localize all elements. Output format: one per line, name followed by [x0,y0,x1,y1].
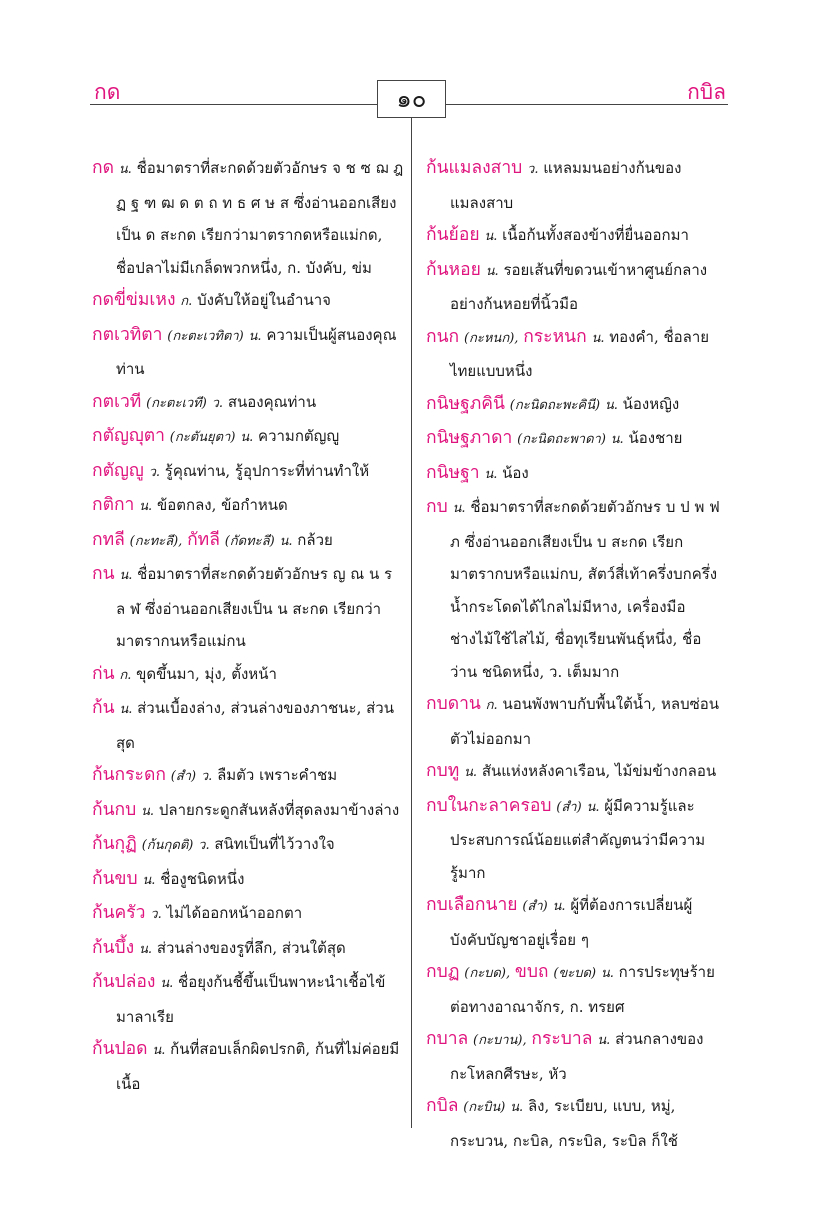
definition: ส่วนเบื้องล่าง, ส่วนล่างของภาชนะ, ส่วนสุด [116,699,394,752]
part-of-speech: น. [119,702,133,717]
part-of-speech: น. [484,466,498,482]
pronunciation: (กะบาน), [473,1033,527,1048]
part-of-speech: น. [485,263,499,279]
dictionary-entry [426,790,726,890]
dictionary-entry [426,254,726,321]
dictionary-entry [92,897,404,932]
right-column [426,152,726,1157]
dictionary-entry [92,489,404,524]
dictionary-entry [92,692,404,759]
dictionary-entry [92,319,404,386]
dictionary-entry [92,932,404,967]
part-of-speech: ว. [200,769,213,784]
part-of-speech: น. [484,229,498,244]
headword: ก้นปอด [92,1039,148,1059]
part-of-speech: ว. [527,162,539,177]
dictionary-entry [426,688,726,755]
headword: กบดาน [426,694,481,714]
part-of-speech: น. [139,941,153,957]
part-of-speech: น. [586,799,600,815]
definition: สันแห่งหลังคาเรือน, ไม้ข่มข้างกลอน [481,762,717,780]
definition: การประทุษร้ายต่อทางอาณาจักร, ก. ทรยศ [450,963,715,1016]
headword: กด [92,158,114,178]
header-rule-right [444,104,728,105]
part-of-speech: น. [119,568,133,583]
definition: ทองคำ, ชื่อลายไทยแบบหนึ่ง [450,327,710,380]
dictionary-entry [426,422,726,457]
part-of-speech: น. [139,499,153,514]
page-number: ๑๐ [377,80,446,118]
part-of-speech: ว. [148,464,161,480]
pronunciation: (กะทะลี), [129,533,183,549]
headword: กบทู [426,761,460,781]
part-of-speech: น. [452,501,466,516]
headword: กทลี [92,529,125,550]
part-of-speech: น. [160,976,174,991]
part-of-speech: น. [152,1043,166,1058]
pronunciation: (กะตะเวที) [146,395,207,411]
dictionary-entry [92,284,404,319]
pronunciation-variant: (กัดทะลี) [224,533,275,549]
headword: กตัญญู [92,460,144,481]
headword: กนิษฐา [426,462,480,483]
part-of-speech: น. [141,803,155,819]
headword: กตเวที [92,391,142,412]
dictionary-entry [92,152,404,284]
definition: ความกตัญญู [258,427,340,445]
dictionary-entry [426,1023,726,1090]
definition: รู้คุณท่าน, รู้อุปการะที่ท่านทำให้ [164,461,370,480]
part-of-speech: น. [142,872,156,888]
headword: กบเลือกนาย [426,895,518,915]
part-of-speech: น. [597,1033,611,1048]
part-of-speech: น. [552,899,566,914]
headword: กน [92,564,115,584]
definition: สนิทเป็นที่ไว้วางใจ [214,835,335,853]
dictionary-entry [92,828,404,863]
header-rule-left [90,104,377,105]
dictionary-entry [92,966,404,1033]
headword: กนก [426,326,460,347]
pronunciation: (สำ) [170,769,197,784]
headword: กดขี่ข่มเหง [92,290,176,310]
headword: ก้นกระดก [92,765,166,785]
definition: เนื้อก้นทั้งสองข้างที่ยื่นออกมา [502,226,689,244]
pronunciation: (ก้นกุดติ) [141,838,194,853]
definition: สนองคุณท่าน [227,392,317,411]
part-of-speech: น. [610,432,624,447]
pronunciation: (กะบิน) [463,1100,506,1115]
definition: น้องหญิง [622,394,680,413]
dictionary-entry [426,457,726,492]
definition: น้องชาย [628,429,683,447]
part-of-speech: ก. [180,294,193,309]
dictionary-entry [92,558,404,658]
headword: ก้นปล่อง [92,972,156,992]
pronunciation: (สำ) [522,899,548,914]
headword: กบาล [426,1029,469,1049]
headword-variant: กระบาล [531,1029,593,1049]
headword: ก้นย้อย [426,225,480,245]
headword: กติกา [92,495,135,515]
headword: กนิษฐภคินี [426,393,505,414]
pronunciation: (กะหนก), [463,330,519,346]
part-of-speech: น. [604,397,618,413]
guide-word-right: กบิล [687,80,726,104]
dictionary-entry [426,956,726,1023]
definition: ปลายกระดูกสันหลังที่สุดลงมาข้างล่าง [158,800,400,819]
pronunciation: (กะตันยุตา) [169,430,236,445]
definition: ชื่องูชนิดหนึ่ง [160,869,245,888]
definition: ชื่อมาตราที่สะกดด้วยตัวอักษร บ ป พ ฟ ภ ซึ่งอ่านออกเสียงเป็น บ สะกด เรียกมาตรากบหรือแม่กบ, สัตว์สี่เท้าครึ่งบกครึ่งน้ำกระโดดได้ไกลไม่มีหาง, เครื่องมือช่างไม้ใช้ไสไม้, ชื่อทุเรียนพันธุ์หนึ่ง, ชื่อว่าน ชนิดหนึ่ง, ว. เต็มมาก [450,498,720,681]
definition: รอยเส้นที่ขดวนเข้าหาศูนย์กลางอย่างก้นหอยที่นิ้วมือ [450,260,708,313]
dictionary-entry [426,388,726,423]
headword: กตัญญุตา [92,426,165,446]
headword-variant: ขบถ [514,962,549,982]
definition: ลิง, ระเบียบ, แบบ, หมู่, กระบวน, กะบิล, กระบิล, ระบิล ก็ใช้ [450,1097,678,1150]
dictionary-entry [426,219,726,254]
part-of-speech: น. [240,430,254,445]
guide-word-left: กด [94,80,121,104]
part-of-speech: ว. [198,838,210,853]
headword: กบในกะลาครอบ [426,795,552,816]
dictionary-entry [426,755,726,790]
definition: ผู้มีความรู้และประสบการณ์น้อยแต่สำคัญตนว่ามีความรู้มาก [450,796,706,882]
headword: กบฏ [426,962,460,982]
part-of-speech: น. [118,162,132,177]
headword: กบ [426,497,448,517]
part-of-speech: ว. [150,907,162,922]
dictionary-entry [92,455,404,490]
part-of-speech: น. [600,966,614,981]
left-column [92,152,404,1100]
pronunciation: (กะตะเวทิตา) [167,328,244,344]
headword: ก้นกุฏิ [92,834,137,854]
headword-variant: กัทลี [187,529,220,550]
definition: ชื่อมาตราที่สะกดด้วยตัวอักษร ญ ณ น ร ล ฬ ซึ่งอ่านออกเสียงเป็น น สะกด เรียกว่ามาตรากนหรือแม่กน [116,565,393,650]
definition: นอนพังพาบกับพื้นใต้น้ำ, หลบซ่อนตัวไม่ออกมา [450,695,720,748]
definition: บังคับให้อยู่ในอำนาจ [197,291,331,309]
headword: ก้นบึ้ง [92,937,135,958]
definition: แหลมมนอย่างก้นของแมลงสาบ [450,159,682,212]
headword: ก้นขบ [92,868,138,889]
headword: ก้นกบ [92,799,137,820]
dictionary-entry [92,420,404,455]
dictionary-entry [426,889,726,956]
headword: ก้นหอย [426,259,481,280]
dictionary-entry [92,794,404,829]
definition: ก้นที่สอบเล็กผิดปรกติ, ก้นที่ไม่ค่อยมีเนื้อ [116,1040,400,1093]
headword: ก่น [92,663,115,684]
pronunciation: (กะนิดถะพาดา) [517,432,606,447]
part-of-speech: น. [510,1100,524,1115]
dictionary-entry [426,1090,726,1157]
definition: ขุดขึ้นมา, มุ่ง, ตั้งหน้า [136,664,277,683]
part-of-speech: น. [591,330,605,346]
dictionary-entry [92,759,404,794]
definition: ส่วนล่างของรูที่ลึก, ส่วนใต้สุด [156,938,346,957]
headword: กบิล [426,1096,459,1116]
definition: ส่วนกลางของกะโหลกศีรษะ, หัว [450,1030,704,1083]
part-of-speech: น. [464,765,478,780]
part-of-speech: น. [279,533,293,549]
headword: กนิษฐภาดา [426,428,513,448]
column-divider [411,118,412,1128]
dictionary-entry [426,491,726,688]
part-of-speech: ก. [119,667,132,683]
dictionary-entry [426,152,726,219]
headword: ก้น [92,698,115,718]
definition: ลืมตัว เพราะคำชม [217,766,338,784]
dictionary-entry [92,524,404,559]
headword: ก้นครัว [92,903,146,923]
dictionary-entry [92,386,404,421]
definition: ชื่อมาตราที่สะกดด้วยตัวอักษร จ ช ซ ฌ ฎ ฏ ฐ ฑ ฒ ด ต ถ ท ธ ศ ษ ส ซึ่งอ่านออกเสียงเป็น ด สะกด เรียกว่ามาตรากดหรือแม่กด, ชื่อปลาไม่มีเกล็ดพวกหนึ่ง, ก. บังคับ, ข่ม [116,159,404,277]
dictionary-entry [92,863,404,898]
definition: ชื่อยุงก้นชี้ขึ้นเป็นพาหะนำเชื้อไข้มาลาเรีย [116,973,386,1026]
dictionary-entry [92,1033,404,1100]
part-of-speech: น. [248,328,262,344]
pronunciation: (กะนิดถะพะคินี) [509,397,601,413]
pronunciation: (กะบด), [464,966,511,981]
part-of-speech: ก. [485,698,498,713]
headword-variant: กระหนก [523,326,587,347]
definition: ความเป็นผู้สนองคุณท่าน [116,325,397,378]
definition: ไม่ได้ออกหน้าออกตา [166,904,303,922]
dictionary-entry [426,321,726,388]
definition: กล้วย [297,530,333,549]
definition: ผู้ที่ต้องการเปลี่ยนผู้บังคับบัญชาอยู่เรื่อย ๆ [450,896,693,949]
dictionary-entry [92,658,404,693]
headword: ก้นแมลงสาบ [426,158,523,178]
pronunciation-variant: (ขะบด) [553,966,597,981]
headword: กตเวทิตา [92,324,163,345]
part-of-speech: ว. [211,395,224,411]
pronunciation: (สำ) [556,799,582,815]
definition: ข้อตกลง, ข้อกำหนด [156,496,288,514]
definition: น้อง [502,463,529,482]
